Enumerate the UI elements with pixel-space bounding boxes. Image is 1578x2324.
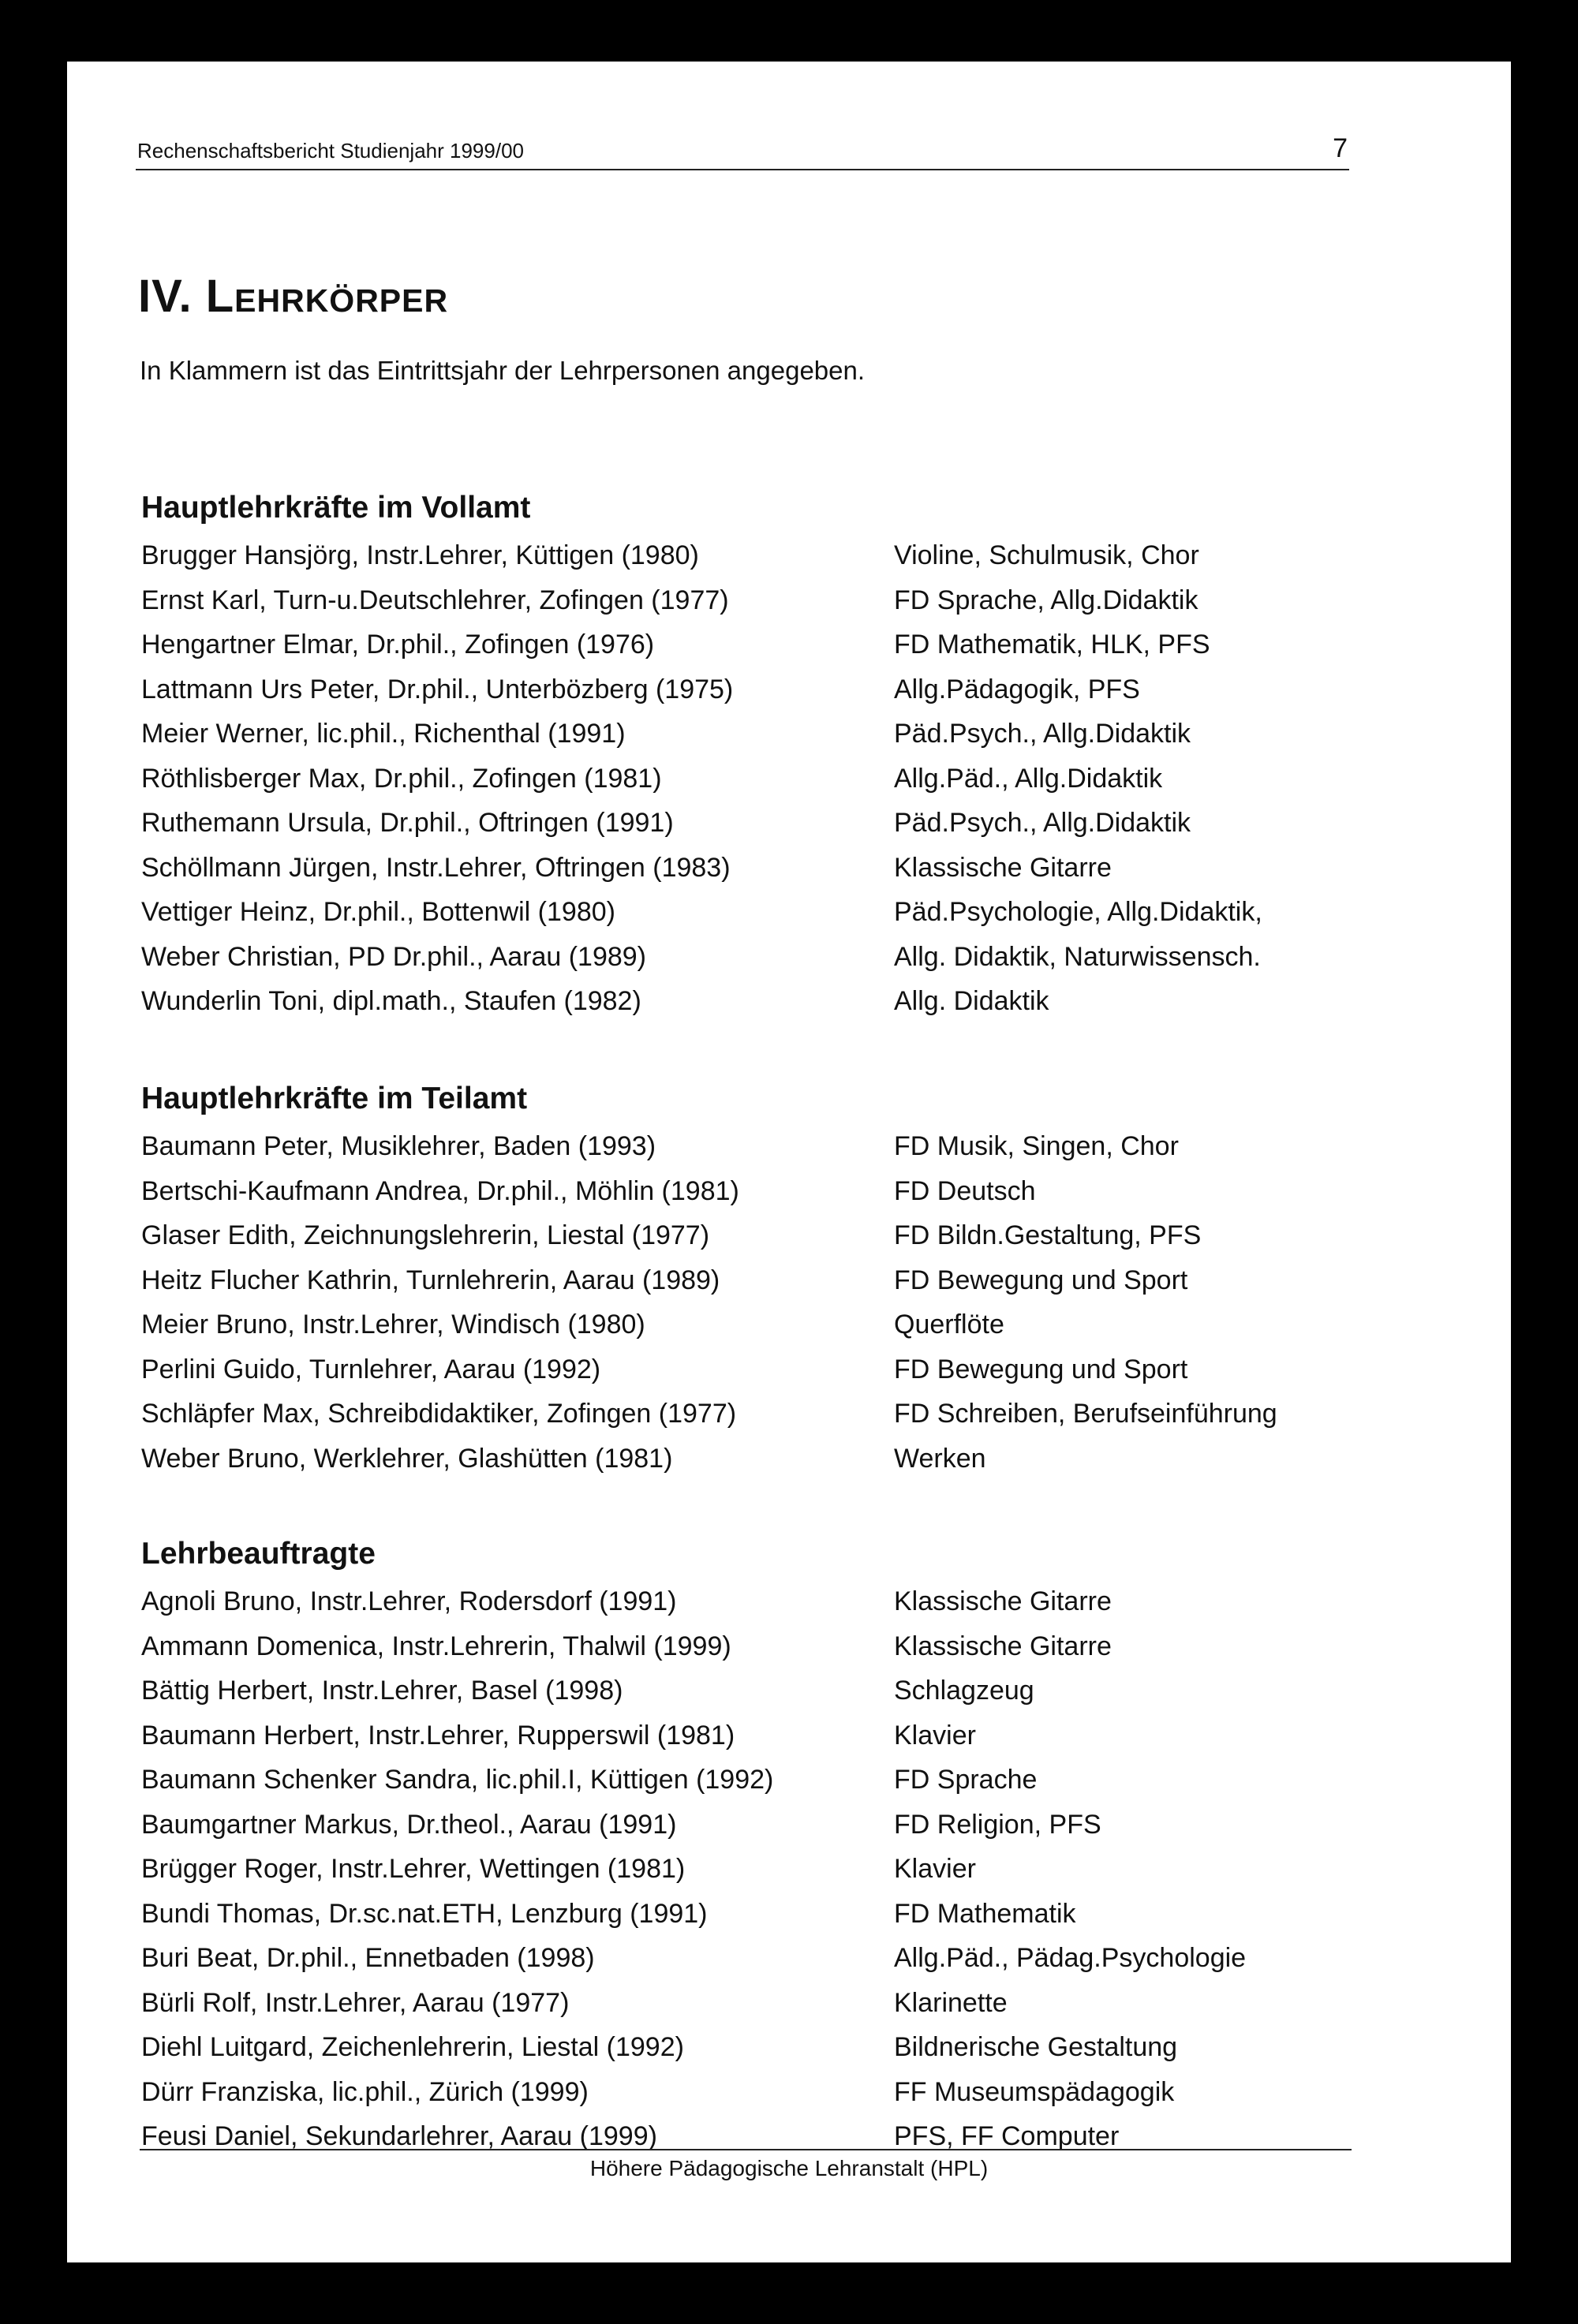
staff-subject: FD Mathematik, HLK, PFS [894,630,1210,659]
document-page [67,62,1511,2262]
staff-subject: Allg.Päd., Allg.Didaktik [894,763,1163,794]
staff-name: Diehl Luitgard, Zeichenlehrerin, Liestal (1992) [141,2032,684,2062]
section-title: Lehrbeauftragte [141,1537,376,1571]
staff-name: Bättig Herbert, Instr.Lehrer, Basel (1998) [141,1676,623,1706]
staff-subject: Schlagzeug [894,1676,1034,1706]
staff-name: Baumann Schenker Sandra, lic.phil.I, Küttigen (1992) [141,1765,774,1795]
staff-entry [141,1263,1372,1308]
staff-entry [141,1807,1372,1852]
staff-entry [141,940,1372,985]
staff-name: Weber Christian, PD Dr.phil., Aarau (1989) [141,941,646,972]
section-vollamt [141,489,1372,1029]
entry-list [141,538,1372,1029]
staff-name: Brügger Roger, Instr.Lehrer, Wettingen (1981) [141,1854,686,1884]
staff-entry [141,805,1372,850]
staff-name: Ammann Domenica, Instr.Lehrerin, Thalwil (1999) [141,1631,731,1661]
staff-name: Bundi Thomas, Dr.sc.nat.ETH, Lenzburg (1991) [141,1898,708,1929]
staff-subject: Allg.Päd., Pädag.Psychologie [894,1943,1247,1973]
staff-subject: Päd.Psych., Allg.Didaktik [894,808,1191,838]
section-title: Hauptlehrkräfte im Vollamt [141,491,531,525]
staff-name: Meier Werner, lic.phil., Richenthal (1991) [141,719,626,749]
staff-name: Wunderlin Toni, dipl.math., Staufen (1982) [141,986,641,1016]
staff-subject: FF Museumspädagogik [894,2076,1175,2107]
staff-subject: Allg. Didaktik, Naturwissensch. [894,941,1261,972]
staff-subject: Klassische Gitarre [894,1631,1112,1661]
staff-name: Lattmann Urs Peter, Dr.phil., Unterbözberg (1975) [141,674,734,704]
staff-subject: PFS, FF Computer [894,2121,1120,2151]
staff-entry [141,2030,1372,2075]
staff-entry [141,761,1372,806]
page-header [136,134,1349,170]
staff-entry [141,850,1372,895]
staff-entry [141,1941,1372,1986]
staff-entry [141,1307,1372,1352]
staff-entry [141,627,1372,672]
staff-subject: FD Sprache [894,1765,1038,1795]
staff-name: Schläpfer Max, Schreibdidaktiker, Zofingen (1977) [141,1399,737,1429]
staff-name: Meier Bruno, Instr.Lehrer, Windisch (1980) [141,1310,645,1339]
staff-name: Vettiger Heinz, Dr.phil., Bottenwil (1980) [141,897,615,927]
staff-subject: Klassische Gitarre [894,852,1112,883]
staff-name: Bürli Rolf, Instr.Lehrer, Aarau (1977) [141,1987,570,2018]
chapter-title: IV. Lehrkörper [138,271,449,322]
staff-name: Bertschi-Kaufmann Andrea, Dr.phil., Möhlin (1981) [141,1175,739,1206]
staff-subject: Klassische Gitarre [894,1586,1112,1616]
staff-name: Agnoli Bruno, Instr.Lehrer, Rodersdorf (1991) [141,1586,677,1616]
staff-name: Glaser Edith, Zeichnungslehrerin, Liestal (1977) [141,1220,710,1250]
entry-list [141,1584,1372,2164]
staff-name: Weber Bruno, Werklehrer, Glashütten (1981) [141,1443,673,1474]
staff-subject: FD Bildn.Gestaltung, PFS [894,1220,1202,1250]
staff-entry [141,1851,1372,1896]
staff-name: Brugger Hansjörg, Instr.Lehrer, Küttigen (1980) [141,540,699,570]
staff-subject: Klavier [894,1720,976,1750]
staff-entry [141,672,1372,717]
footer-text: Höhere Pädagogische Lehranstalt (HPL) [589,2156,989,2180]
staff-name: Feusi Daniel, Sekundarlehrer, Aarau (1999) [141,2121,657,2151]
staff-subject: Allg. Didaktik [894,986,1049,1016]
staff-name: Schöllmann Jürgen, Instr.Lehrer, Oftringen (1983) [141,852,731,883]
report-title: Rechenschaftsbericht Studienjahr 1999/00 [137,139,524,163]
staff-entry [141,895,1372,940]
staff-subject: Violine, Schulmusik, Chor [894,540,1199,570]
staff-name: Baumann Peter, Musiklehrer, Baden (1993) [141,1131,656,1161]
staff-subject: FD Deutsch [894,1175,1036,1206]
staff-name: Ernst Karl, Turn-u.Deutschlehrer, Zofingen (1977) [141,585,729,615]
staff-subject: Klarinette [894,1987,1008,2018]
staff-entry [141,1441,1372,1486]
staff-entry [141,1986,1372,2031]
staff-entry [141,1896,1372,1941]
staff-subject: Päd.Psych., Allg.Didaktik [894,719,1191,749]
staff-subject: Werken [894,1443,986,1474]
staff-entry [141,1396,1372,1441]
staff-subject: Päd.Psychologie, Allg.Didaktik, [894,897,1262,927]
staff-entry [141,1584,1372,1629]
staff-name: Buri Beat, Dr.phil., Ennetbaden (1998) [141,1943,595,1973]
staff-entry [141,1673,1372,1718]
staff-name: Röthlisberger Max, Dr.phil., Zofingen (1981) [141,763,662,794]
staff-subject: FD Schreiben, Berufseinführung [894,1399,1277,1429]
staff-entry [141,1629,1372,1674]
staff-name: Dürr Franziska, lic.phil., Zürich (1999) [141,2076,589,2107]
staff-entry [141,538,1372,583]
entry-list [141,1129,1372,1485]
section-lehrbeauftragte [141,1535,1372,2164]
staff-subject: FD Religion, PFS [894,1809,1101,1840]
section-teilamt [141,1080,1372,1485]
staff-entry [141,716,1372,761]
staff-subject: Querflöte [894,1310,1004,1339]
staff-entry [141,1174,1372,1219]
staff-name: Baumann Herbert, Instr.Lehrer, Rupperswil (1981) [141,1720,735,1750]
staff-subject: FD Bewegung und Sport [894,1354,1188,1384]
staff-entry [141,1352,1372,1397]
staff-name: Heitz Flucher Kathrin, Turnlehrerin, Aarau (1989) [141,1265,720,1295]
staff-entry [141,2075,1372,2120]
staff-entry [141,984,1372,1029]
staff-subject: FD Mathematik [894,1898,1076,1929]
staff-subject: Bildnerische Gestaltung [894,2032,1178,2062]
staff-name: Ruthemann Ursula, Dr.phil., Oftringen (1991) [141,808,674,838]
page-number: 7 [1333,133,1348,163]
staff-subject: FD Sprache, Allg.Didaktik [894,585,1198,615]
staff-subject: FD Bewegung und Sport [894,1265,1188,1295]
staff-subject: Klavier [894,1854,976,1884]
staff-entry [141,583,1372,628]
staff-subject: FD Musik, Singen, Chor [894,1131,1179,1161]
staff-entry [141,1762,1372,1807]
section-title: Hauptlehrkräfte im Teilamt [141,1082,528,1115]
staff-entry [141,1718,1372,1763]
staff-name: Perlini Guido, Turnlehrer, Aarau (1992) [141,1354,601,1384]
staff-name: Baumgartner Markus, Dr.theol., Aarau (1991) [141,1809,677,1840]
staff-entry [141,1129,1372,1174]
staff-entry [141,1218,1372,1263]
staff-name: Hengartner Elmar, Dr.phil., Zofingen (1976) [141,630,655,659]
staff-subject: Allg.Pädagogik, PFS [894,674,1140,704]
chapter-intro: In Klammern ist das Eintrittsjahr der Lehrpersonen angegeben. [140,356,866,385]
footer-divider [140,2149,1352,2150]
